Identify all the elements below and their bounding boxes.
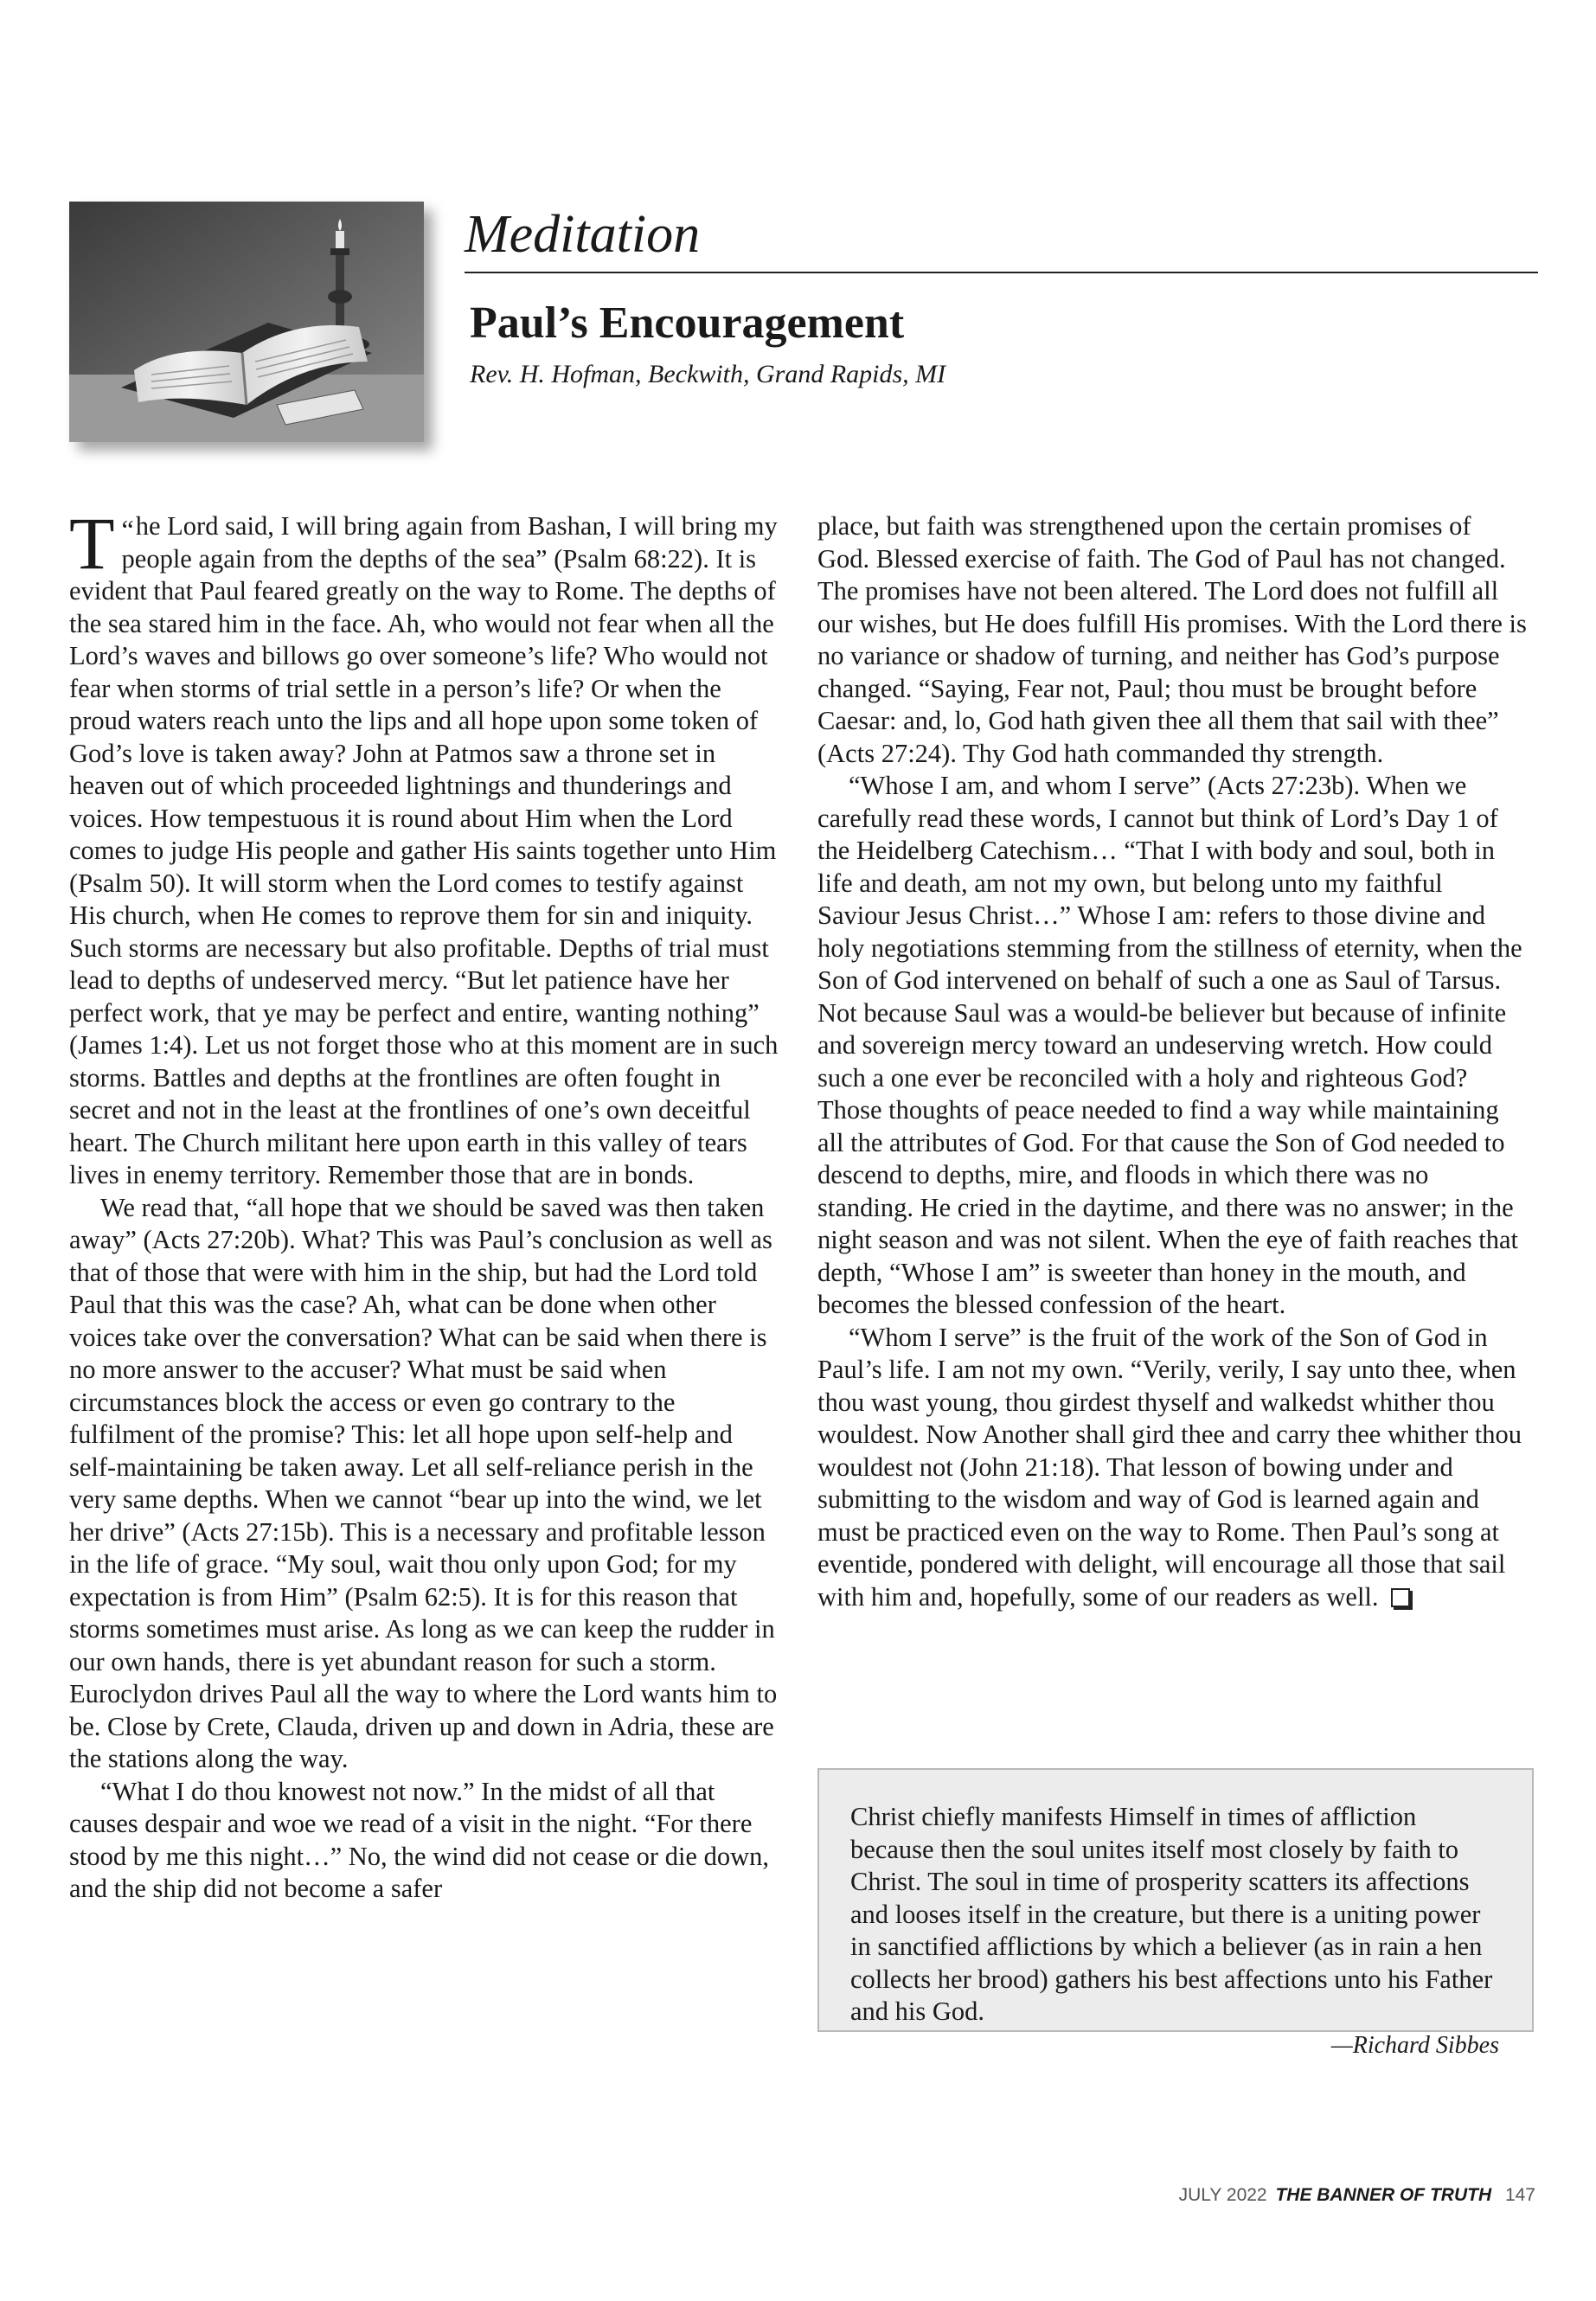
pull-quote-box xyxy=(817,1768,1534,2059)
pull-quote-attribution: —Richard Sibbes xyxy=(1330,2031,1499,2059)
article-byline: Rev. H. Hofman, Beckwith, Grand Rapids, MI xyxy=(470,360,946,388)
footer-date: JULY 2022 xyxy=(1178,2185,1267,2205)
title-divider xyxy=(465,272,1538,273)
opening-quote-mark: “ xyxy=(121,514,134,545)
pull-quote-text: Christ chiefly manifests Himself in times of affliction because then the soul unites itself most closely by faith to Christ. The soul in time of prosperity scatters its affections and looses itself in the creature, but there is a uniting power in sanctified afflictions by which a believer (as in rain a hen collects her brood) gathers his best affections unto his Father and his God. xyxy=(850,1802,1493,2026)
paragraph-text: “Whom I serve” is the fruit of the work of the Son of God in Paul’s life. I am not my own. “Verily, verily, I say unto thee, when thou wast young, thou girdest thyself and walkedst whither thou wouldest. Now Another shall gird thee and carry thee whither thou wouldest not (John 21:18). That lesson of bowing under and submitting to the wisdom and way of God is learned again and must be practiced even on the way to Rome. Then Paul’s song at eventide, pondered with delight, will encourage all those that sail with him and, hopefully, some of our readers as well. xyxy=(817,1322,1522,1612)
end-of-article-icon xyxy=(1391,1588,1410,1607)
article-column-left xyxy=(69,502,779,1906)
article-paragraph: “Whose I am, and whom I serve” (Acts 27:23b). When we carefully read these words, I cannot but think of Lord’s Day 1 of the Heidelberg Catechism… “That I with body and soul, both in life and death, am not my own, but belong unto my faithful Saviour Jesus Christ…” Whose I am: refers to those divine and holy negotiations stemming from the stillness of eternity, when the Son of God intervened on behalf of such a one as Saul of Tarsus. Not because Saul was a would-be believer but because of infinite and sovereign mercy toward an undeserving wretch. How could such a one ever be reconciled with a holy and righteous God? Those thoughts of peace needed to find a way while maintaining all the attributes of God. For that cause the Son of God needed to descend to depths, mire, and floods in which there was no standing. He cried in the daytime, and there was no answer; in the night season and was not silent. When the eye of faith reaches that depth, “Whose I am” is sweeter than honey in the mouth, and becomes the blessed confession of the heart. xyxy=(817,771,1522,1319)
article-paragraph: We read that, “all hope that we should be saved was then taken away” (Acts 27:20b). What? This was Paul’s conclusion as well as that of those that were with him in the ship, but had the Lord told Paul that this was the case? Ah, what can be done when other voices take over the conversation? What can be said when there is no more answer to the accuser? What must be said when circumstances block the access or even go contrary to the fulfilment of the promise? This: let all hope upon self-help and self-maintaining be taken away. Let all self-reliance perish in the very same depths. When we cannot “bear up into the wind, we let her drive” (Acts 27:15b). This is a necessary and profitable lesson in the life of grace. “My soul, wait thou only upon God; for my expectation is from Him” (Psalm 62:5). It is for this reason that storms sometimes must arise. As long as we can keep the rudder in our own hands, there is yet abundant reason for such a storm. Euroclydon drives Paul all the way to where the Lord wants him to be. Close by Crete, Clauda, driven up and down in Adria, these are the stations along the way. xyxy=(69,1192,778,1773)
article-paragraph: “What I do thou knowest not now.” In the midst of all that causes despair and woe we read of a visit in the night. “For there stood by me this night…” No, the wind did not cease or die down, and the ship did not become a safer xyxy=(69,1776,769,1903)
article-paragraph xyxy=(69,502,779,1192)
footer-publication: THE BANNER OF TRUTH xyxy=(1275,2185,1492,2205)
open-bible-icon xyxy=(69,202,424,442)
drop-cap: T xyxy=(69,502,115,585)
page-footer xyxy=(1179,2185,1535,2206)
article-column-right xyxy=(817,510,1527,1613)
article-paragraph xyxy=(817,1322,1527,1614)
header-illustration xyxy=(69,202,424,442)
page-number: 147 xyxy=(1504,2185,1535,2205)
section-title: Meditation xyxy=(465,205,701,264)
paragraph-text: he Lord said, I will bring again from Bashan, I will bring my people again from the depths of the sea” (Psalm 68:22). It is evident that Paul feared greatly on the way to Rome. The depths of the sea stared him in the face. Ah, who would not fear when all the Lord’s waves and billows go over someone’s life? Who would not fear when storms of trial settle in a person’s life? Or when the proud waters reach unto the lips and all hope upon some token of God’s love is taken away? John at Patmos saw a throne set in heaven out of which proceeded lightnings and thunderings and voices. How tempestuous it is round about Him when the Lord comes to judge His people and gather His saints together unto Him (Psalm 50). It will storm when the Lord comes to testify against His church, when He comes to reprove them for sin and iniquity. Such storms are necessary but also profitable. Depths of trial must lead to depths of undeserved mercy. “But let patience have her perfect work, that ye may be perfect and entire, wanting nothing” (James 1:4). Let us not forget those who at this moment are in such storms. Battles and depths at the frontlines are often fought in secret and not in the least at the frontlines of one’s own deceitful heart. The Church militant here upon earth in this valley of tears lives in enemy territory. Remember those that are in bonds. xyxy=(69,511,779,1189)
article-paragraph: place, but faith was strengthened upon the certain promises of God. Blessed exercise of faith. The God of Paul has not changed. The promises have not been altered. The Lord does not fulfill all our wishes, but He does fulfill His promises. With the Lord there is no variance or shadow of turning, and neither has God’s purpose changed. “Saying, Fear not, Paul; thou must be brought before Caesar: and, lo, God hath given thee all them that sail with thee” (Acts 27:24). Thy God hath commanded thy strength. xyxy=(817,511,1527,768)
article-title: Paul’s Encouragement xyxy=(470,298,905,348)
